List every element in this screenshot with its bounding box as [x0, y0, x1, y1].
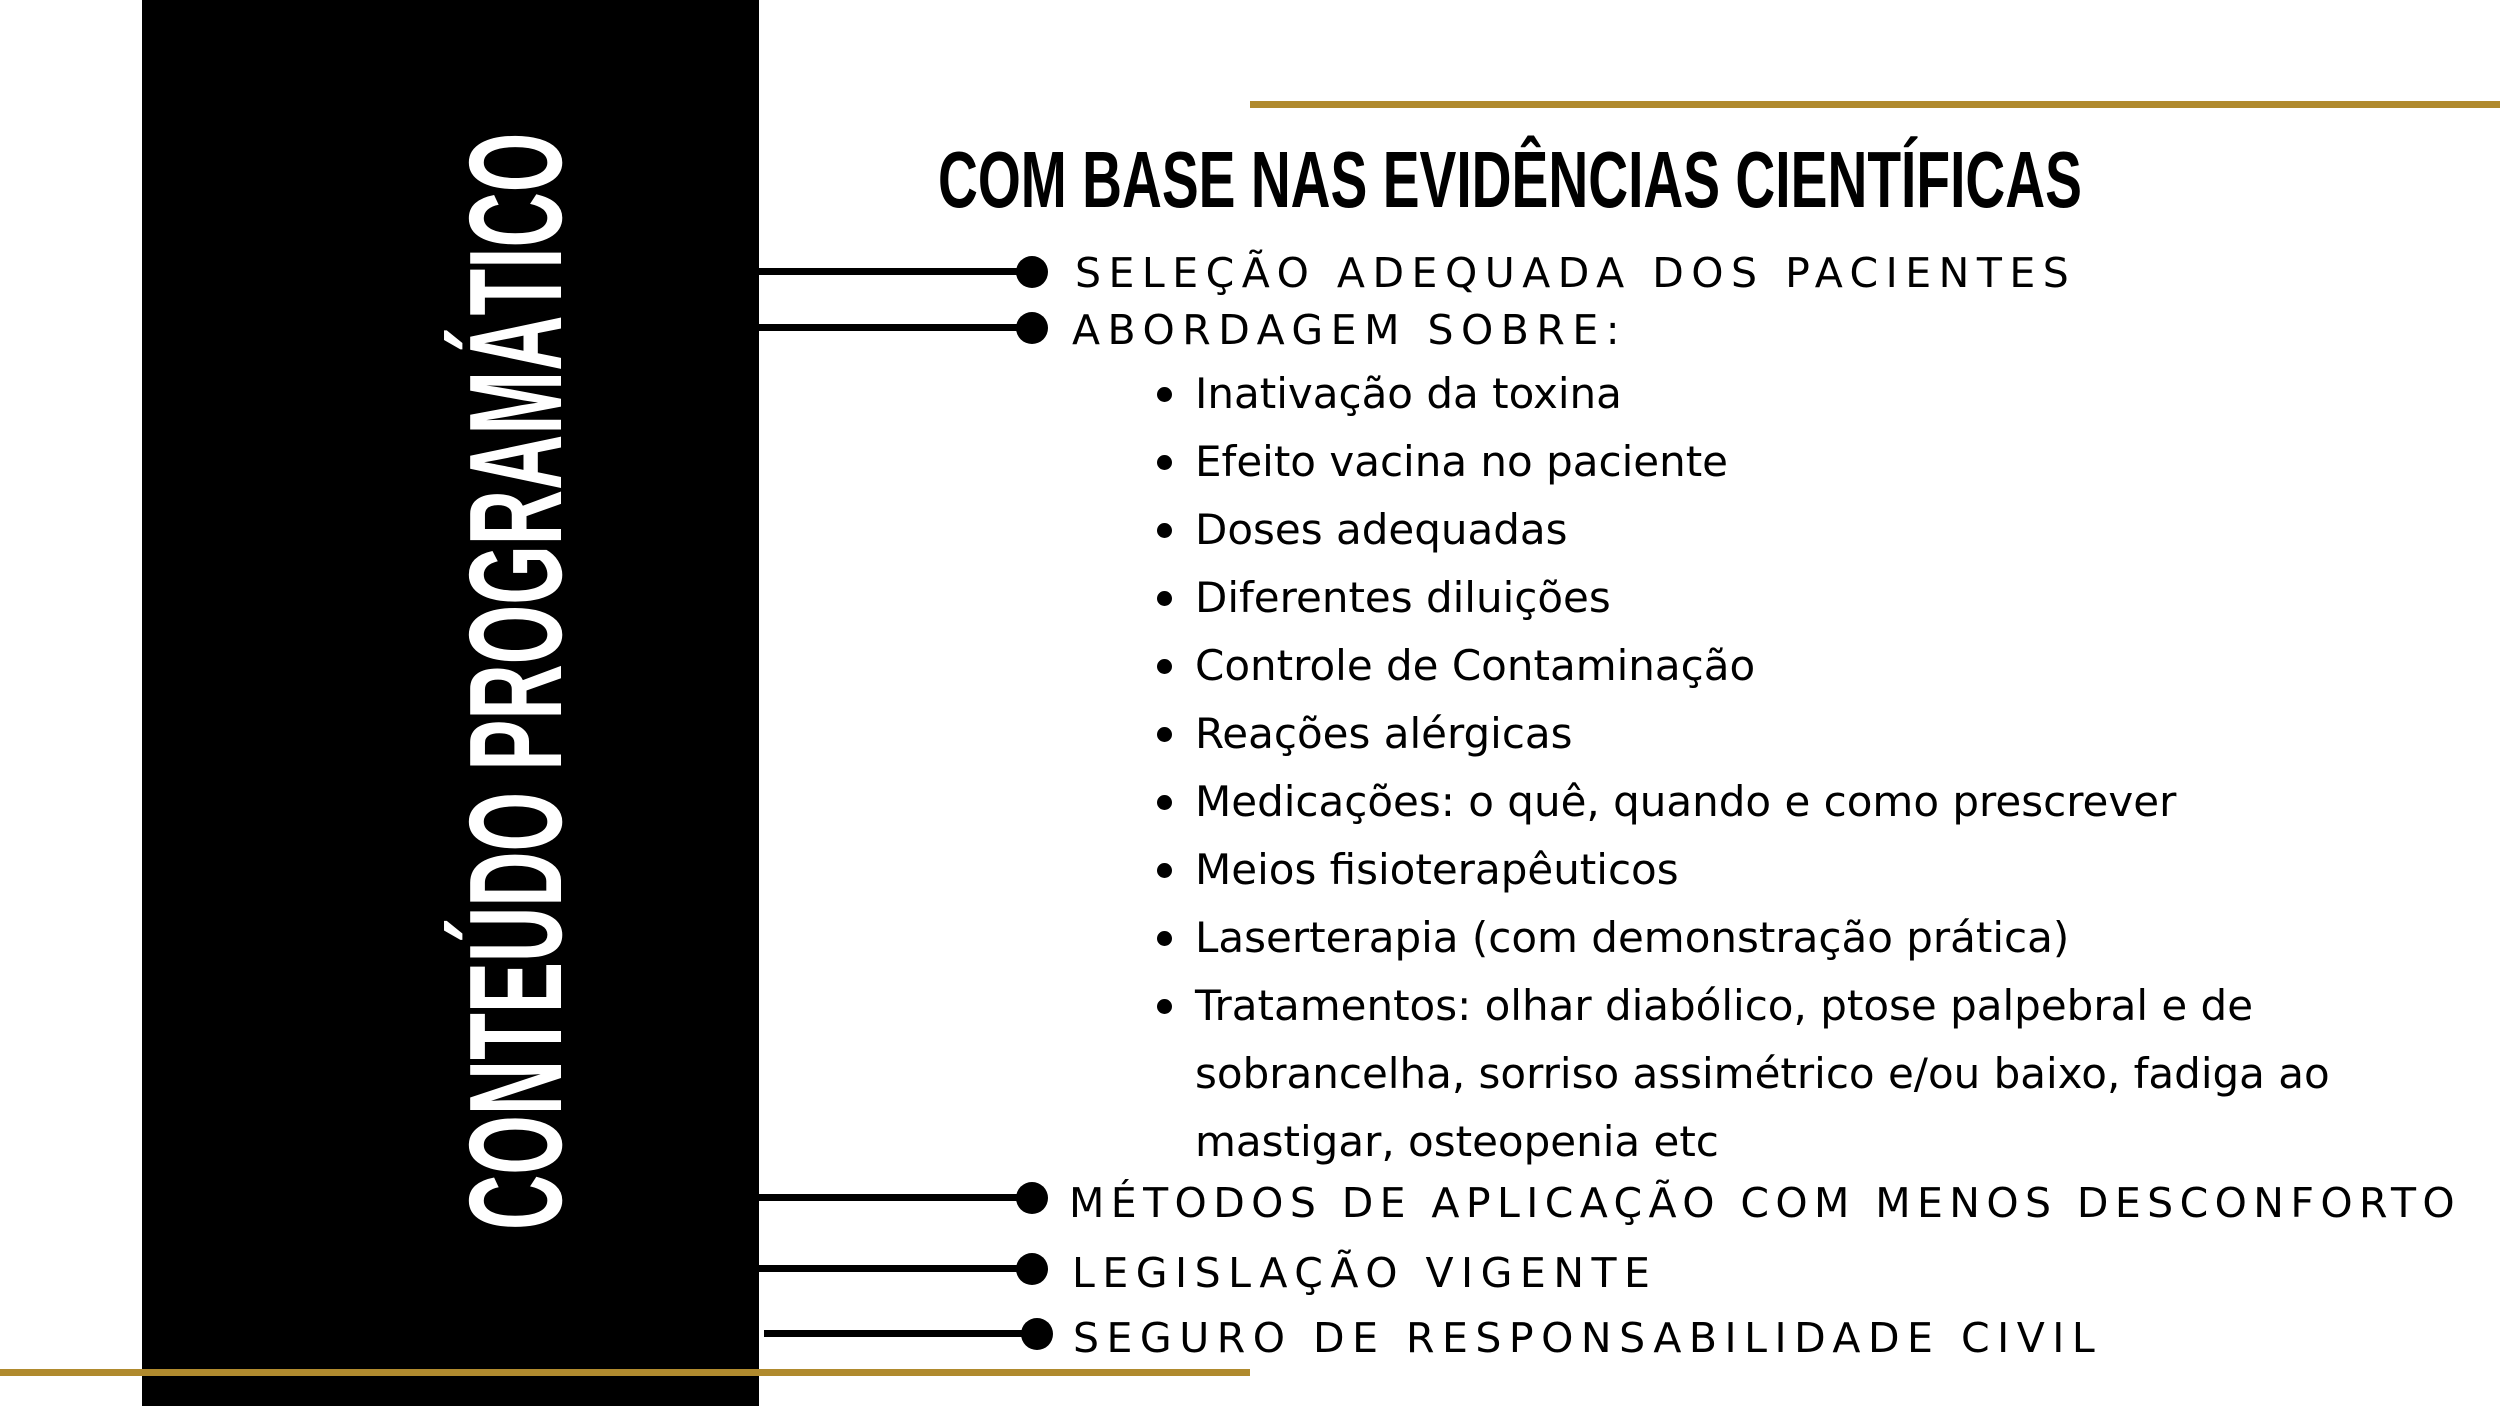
- bullet-icon: [1157, 387, 1172, 402]
- list-item-label: Controle de Contaminação: [1195, 641, 1756, 690]
- topic-dot-marker: [1021, 1318, 1053, 1350]
- list-item: [1145, 700, 2335, 768]
- topic-connector-line: [759, 324, 1031, 331]
- topic-connector-line: [764, 1330, 1036, 1337]
- topic-patient-selection: SELEÇÃO ADEQUADA DOS PACIENTES: [1075, 249, 2077, 297]
- bullet-icon: [1157, 931, 1172, 946]
- list-item: [1145, 360, 2335, 428]
- list-item-label: Diferentes diluições: [1195, 573, 1611, 622]
- list-item: [1145, 632, 2335, 700]
- list-item: [1145, 564, 2335, 632]
- bullet-icon: [1157, 727, 1172, 742]
- topic-dot-marker: [1016, 1182, 1048, 1214]
- list-item: [1145, 972, 2335, 1176]
- bullet-icon: [1157, 455, 1172, 470]
- topic-dot-marker: [1016, 256, 1048, 288]
- bullet-icon: [1157, 999, 1172, 1014]
- bullet-icon: [1157, 795, 1172, 810]
- topic-application-methods: MÉTODOS DE APLICAÇÃO COM MENOS DESCONFORTO: [1069, 1179, 2462, 1227]
- list-item-label: Meios fisioterapêuticos: [1195, 845, 1679, 894]
- list-item-label: Efeito vacina no paciente: [1195, 437, 1728, 486]
- topic-connector-line: [759, 268, 1031, 275]
- bottom-accent-line: [0, 1369, 1250, 1376]
- section-heading: COM BASE NAS EVIDÊNCIAS CIENTÍFICAS: [938, 135, 2082, 224]
- subtopic-list: [1145, 360, 2335, 1176]
- topic-dot-marker: [1016, 1253, 1048, 1285]
- list-item-label: Tratamentos: olhar diabólico, ptose palpebral e de sobrancelha, sorriso assimétrico e/ou baixo, fadiga ao mastigar, osteopenia etc: [1195, 981, 2330, 1166]
- list-item: [1145, 836, 2335, 904]
- list-item-label: Laserterapia (com demonstração prática): [1195, 913, 2070, 962]
- topic-connector-line: [759, 1194, 1031, 1201]
- topic-liability-insurance: SEGURO DE RESPONSABILIDADE CIVIL: [1073, 1314, 2103, 1362]
- list-item: [1145, 428, 2335, 496]
- list-item-label: Reações alérgicas: [1195, 709, 1573, 758]
- topic-connector-line: [759, 1265, 1031, 1272]
- topic-legislation: LEGISLAÇÃO VIGENTE: [1072, 1249, 1658, 1297]
- sidebar-title: CONTEÚDO PROGRAMÁTICO: [442, 132, 589, 1230]
- list-item: [1145, 496, 2335, 564]
- topic-approach: ABORDAGEM SOBRE:: [1072, 306, 1628, 354]
- list-item: [1145, 904, 2335, 972]
- list-item: [1145, 768, 2335, 836]
- bullet-icon: [1157, 659, 1172, 674]
- list-item-label: Doses adequadas: [1195, 505, 1568, 554]
- list-item-label: Inativação da toxina: [1195, 369, 1622, 418]
- bullet-icon: [1157, 523, 1172, 538]
- bullet-icon: [1157, 863, 1172, 878]
- topic-dot-marker: [1016, 312, 1048, 344]
- bullet-icon: [1157, 591, 1172, 606]
- top-accent-line: [1250, 101, 2500, 108]
- list-item-label: Medicações: o quê, quando e como prescrever: [1195, 777, 2177, 826]
